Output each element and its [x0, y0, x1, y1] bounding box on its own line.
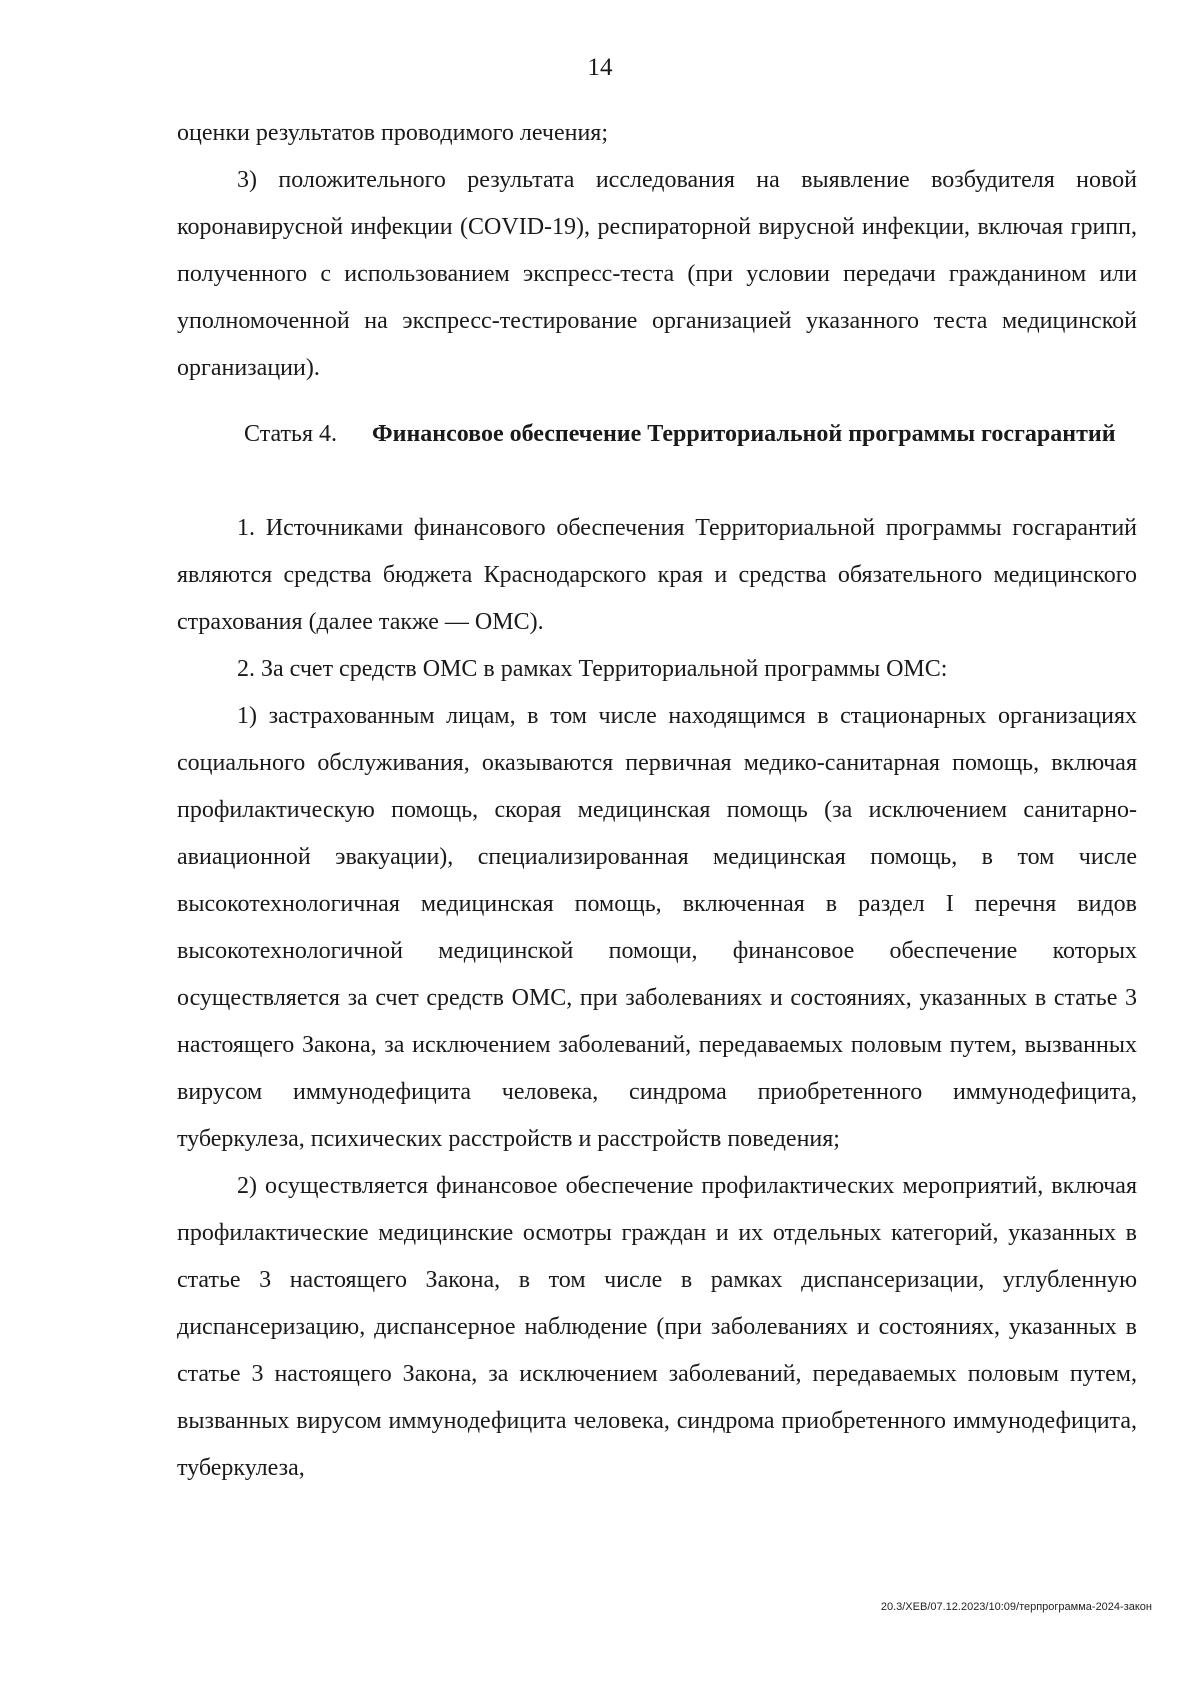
- paragraph: 2. За счет средств ОМС в рамках Территориальной программы ОМС:: [237, 656, 948, 682]
- document-body: [177, 110, 1137, 1492]
- article-title: Финансовое обеспечение Территориальной программы госгарантий: [372, 421, 1116, 447]
- paragraph: 1) застрахованным лицам, в том числе находящимся в стационарных организациях социального обслуживания, оказываются первичная медико-санитарная помощь, включая профилактическую помощь, скорая медицинская помощь (за исключением санитарно-авиационной эвакуации), специализированная медицинская помощь, в том числе высокотехнологичная медицинская помощь, включенная в раздел I перечня видов высокотехнологичной медицинской помощи, финансовое обеспечение которых осуществляется за счет средств ОМС, при заболеваниях и состояниях, указанных в статье 3 настоящего Закона, за исключением заболеваний, передаваемых половым путем, вызванных вирусом иммунодефицита человека, синдрома приобретенного иммунодефицита, туберкулеза, психических расстройств и расстройств поведения;: [177, 703, 1137, 1152]
- article-heading: [177, 411, 1137, 505]
- paragraph: оценки результатов проводимого лечения;: [177, 120, 608, 146]
- paragraph: 2) осуществляется финансовое обеспечение профилактических мероприятий, включая профилактические медицинские осмотры граждан и их отдельных категорий, указанных в статье 3 настоящего Закона, в том числе в рамках диспансеризации, углубленную диспансеризацию, диспансерное наблюдение (при заболеваниях и состояниях, указанных в статье 3 настоящего Закона, за исключением заболеваний, передаваемых половым путем, вызванных вирусом иммунодефицита человека, синдрома приобретенного иммунодефицита, туберкулеза,: [177, 1173, 1137, 1481]
- paragraph: 1. Источниками финансового обеспечения Территориальной программы госгарантий являются средства бюджета Краснодарского края и средства обязательного медицинского страхования (далее также — ОМС).: [177, 515, 1137, 635]
- article-label: Статья 4.: [244, 421, 337, 447]
- page-number: 14: [587, 54, 613, 81]
- document-stamp: 20.3/ХЕВ/07.12.2023/10:09/терпрограмма-2024-закон: [880, 1601, 1152, 1613]
- paragraph: 3) положительного результата исследования на выявление возбудителя новой коронавирусной инфекции (COVID-19), респираторной вирусной инфекции, включая грипп, полученного с использованием экспресс-теста (при условии передачи гражданином или уполномоченной на экспресс-тестирование организацией указанного теста медицинской организации).: [177, 167, 1137, 381]
